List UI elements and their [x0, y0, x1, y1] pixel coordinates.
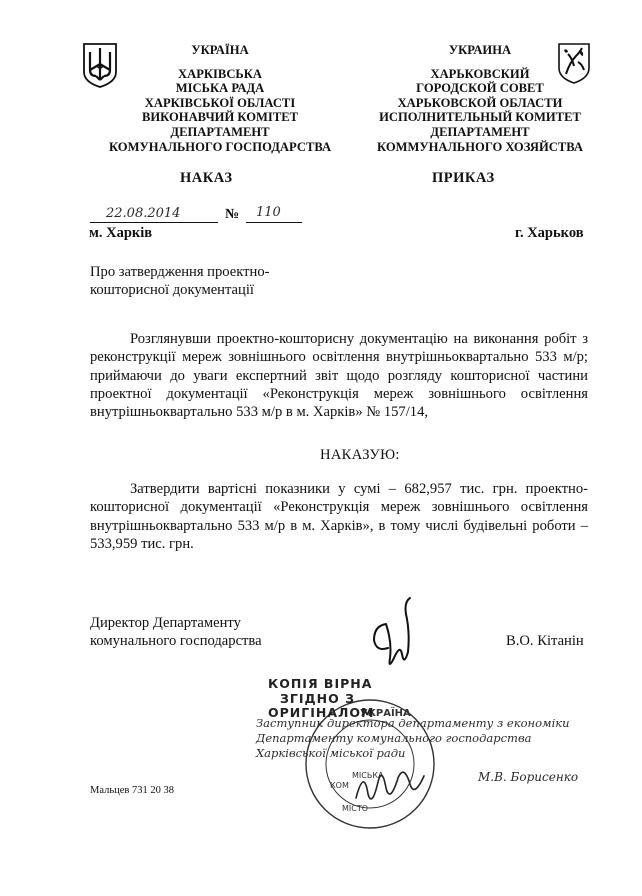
order-paragraph: Затвердити вартісні показники у сумі – 682,957 тис. грн. проектно-кошторисної документації «Реконструкція мереж зовнішнього освітлення внутрішньоквартально 533 м/р в м. Харків», в тому числі будівельні роботи – 533,959 тис. грн.	[90, 481, 588, 552]
handwritten-certification	[256, 716, 570, 761]
right-header-line-2: ГОРОДСКОЙ СОВЕТ	[416, 81, 544, 96]
city-ua: м. Харків	[89, 225, 153, 241]
left-header-line-6: КОМУНАЛЬНОГО ГОСПОДАРСТВА	[108, 139, 332, 154]
right-header-line-4: ИСПОЛНИТЕЛЬНЫЙ КОМИТЕТ	[379, 110, 581, 125]
signatory-position-line-1: Директор Департаменту	[90, 615, 241, 631]
order-word: НАКАЗУЮ:	[320, 447, 400, 463]
left-header-line-2: МІСЬКА РАДА	[175, 81, 265, 96]
right-header-line-1: ХАРЬКОВСКИЙ	[430, 66, 530, 81]
director-signature	[366, 596, 422, 680]
seal-text-city: МІСЬКА	[352, 771, 384, 780]
signatory-position	[90, 614, 262, 651]
number-label: №	[225, 207, 240, 222]
right-header-line-5: ДЕПАРТАМЕНТ	[430, 124, 530, 139]
copy-stamp	[268, 677, 374, 721]
right-header	[352, 43, 608, 154]
signatory-position-line-2: комунального господарства	[90, 633, 262, 650]
seal-text-misto: МІСТО	[342, 804, 369, 813]
preamble-paragraph: Розглянувши проектно-кошторисну документацію на виконання робіт з реконструкції мереж зовнішнього освітлення внутрішньоквартально 533 м/р; приймаючи до уваги експертний звіт щодо розгляду кошторисної частини проектної документації «Реконструкція мереж зовнішнього освітлення внутрішньоквартально 533 м/р в м. Харків» № 157/14,	[90, 331, 588, 421]
subject-line-2: кошторисної документації	[90, 282, 254, 299]
copy-stamp-line-3: ОРИГІНАЛОМ	[268, 705, 375, 721]
certifier-signature	[350, 758, 430, 810]
subject-line-1: Про затвердження проектно-	[90, 264, 270, 280]
copy-stamp-line-2: ЗГІДНО З	[280, 690, 355, 706]
seal-text-ukraine: УКРАЇНА	[360, 708, 411, 719]
signatory-name: В.О. Кітанін	[506, 633, 584, 649]
doc-type-ua: НАКАЗ	[180, 170, 233, 186]
left-header-line-4: ВИКОНАВЧИЙ КОМІТЕТ	[141, 110, 299, 125]
number-underline	[246, 222, 302, 223]
right-header-line-3: ХАРЬКОВСКОЙ ОБЛАСТИ	[397, 95, 563, 110]
certification-line-3: Харківської міської ради	[256, 746, 406, 760]
executor-contact: Мальцев 731 20 38	[90, 785, 174, 796]
copy-stamp-line-1: КОПІЯ ВІРНА	[268, 676, 373, 691]
date-underline	[90, 222, 218, 223]
left-header-line-1: ХАРКІВСЬКА	[178, 66, 262, 81]
left-header-line-5: ДЕПАРТАМЕНТ	[170, 124, 270, 139]
country-ua: УКРАЇНА	[191, 43, 249, 57]
registration-date: 22.08.2014	[106, 206, 181, 221]
left-header-line-3: ХАРКІВСЬКОЇ ОБЛАСТІ	[144, 95, 296, 110]
seal-text-kom: КОМ	[330, 781, 349, 790]
certification-line-1: Заступник директора департаменту з економіки	[256, 716, 570, 730]
certification-line-2: Департаменту комунального господарства	[256, 731, 532, 745]
doc-type-ru: ПРИКАЗ	[432, 170, 495, 186]
country-ru: УКРАИНА	[448, 43, 512, 57]
left-header	[80, 43, 360, 154]
certifier-name: М.В. Борисенко	[478, 770, 579, 784]
city-ru: г. Харьков	[515, 225, 584, 241]
subject	[90, 263, 270, 300]
registration-number: 110	[256, 205, 281, 220]
right-header-line-6: КОММУНАЛЬНОГО ХОЗЯЙСТВА	[377, 139, 583, 154]
